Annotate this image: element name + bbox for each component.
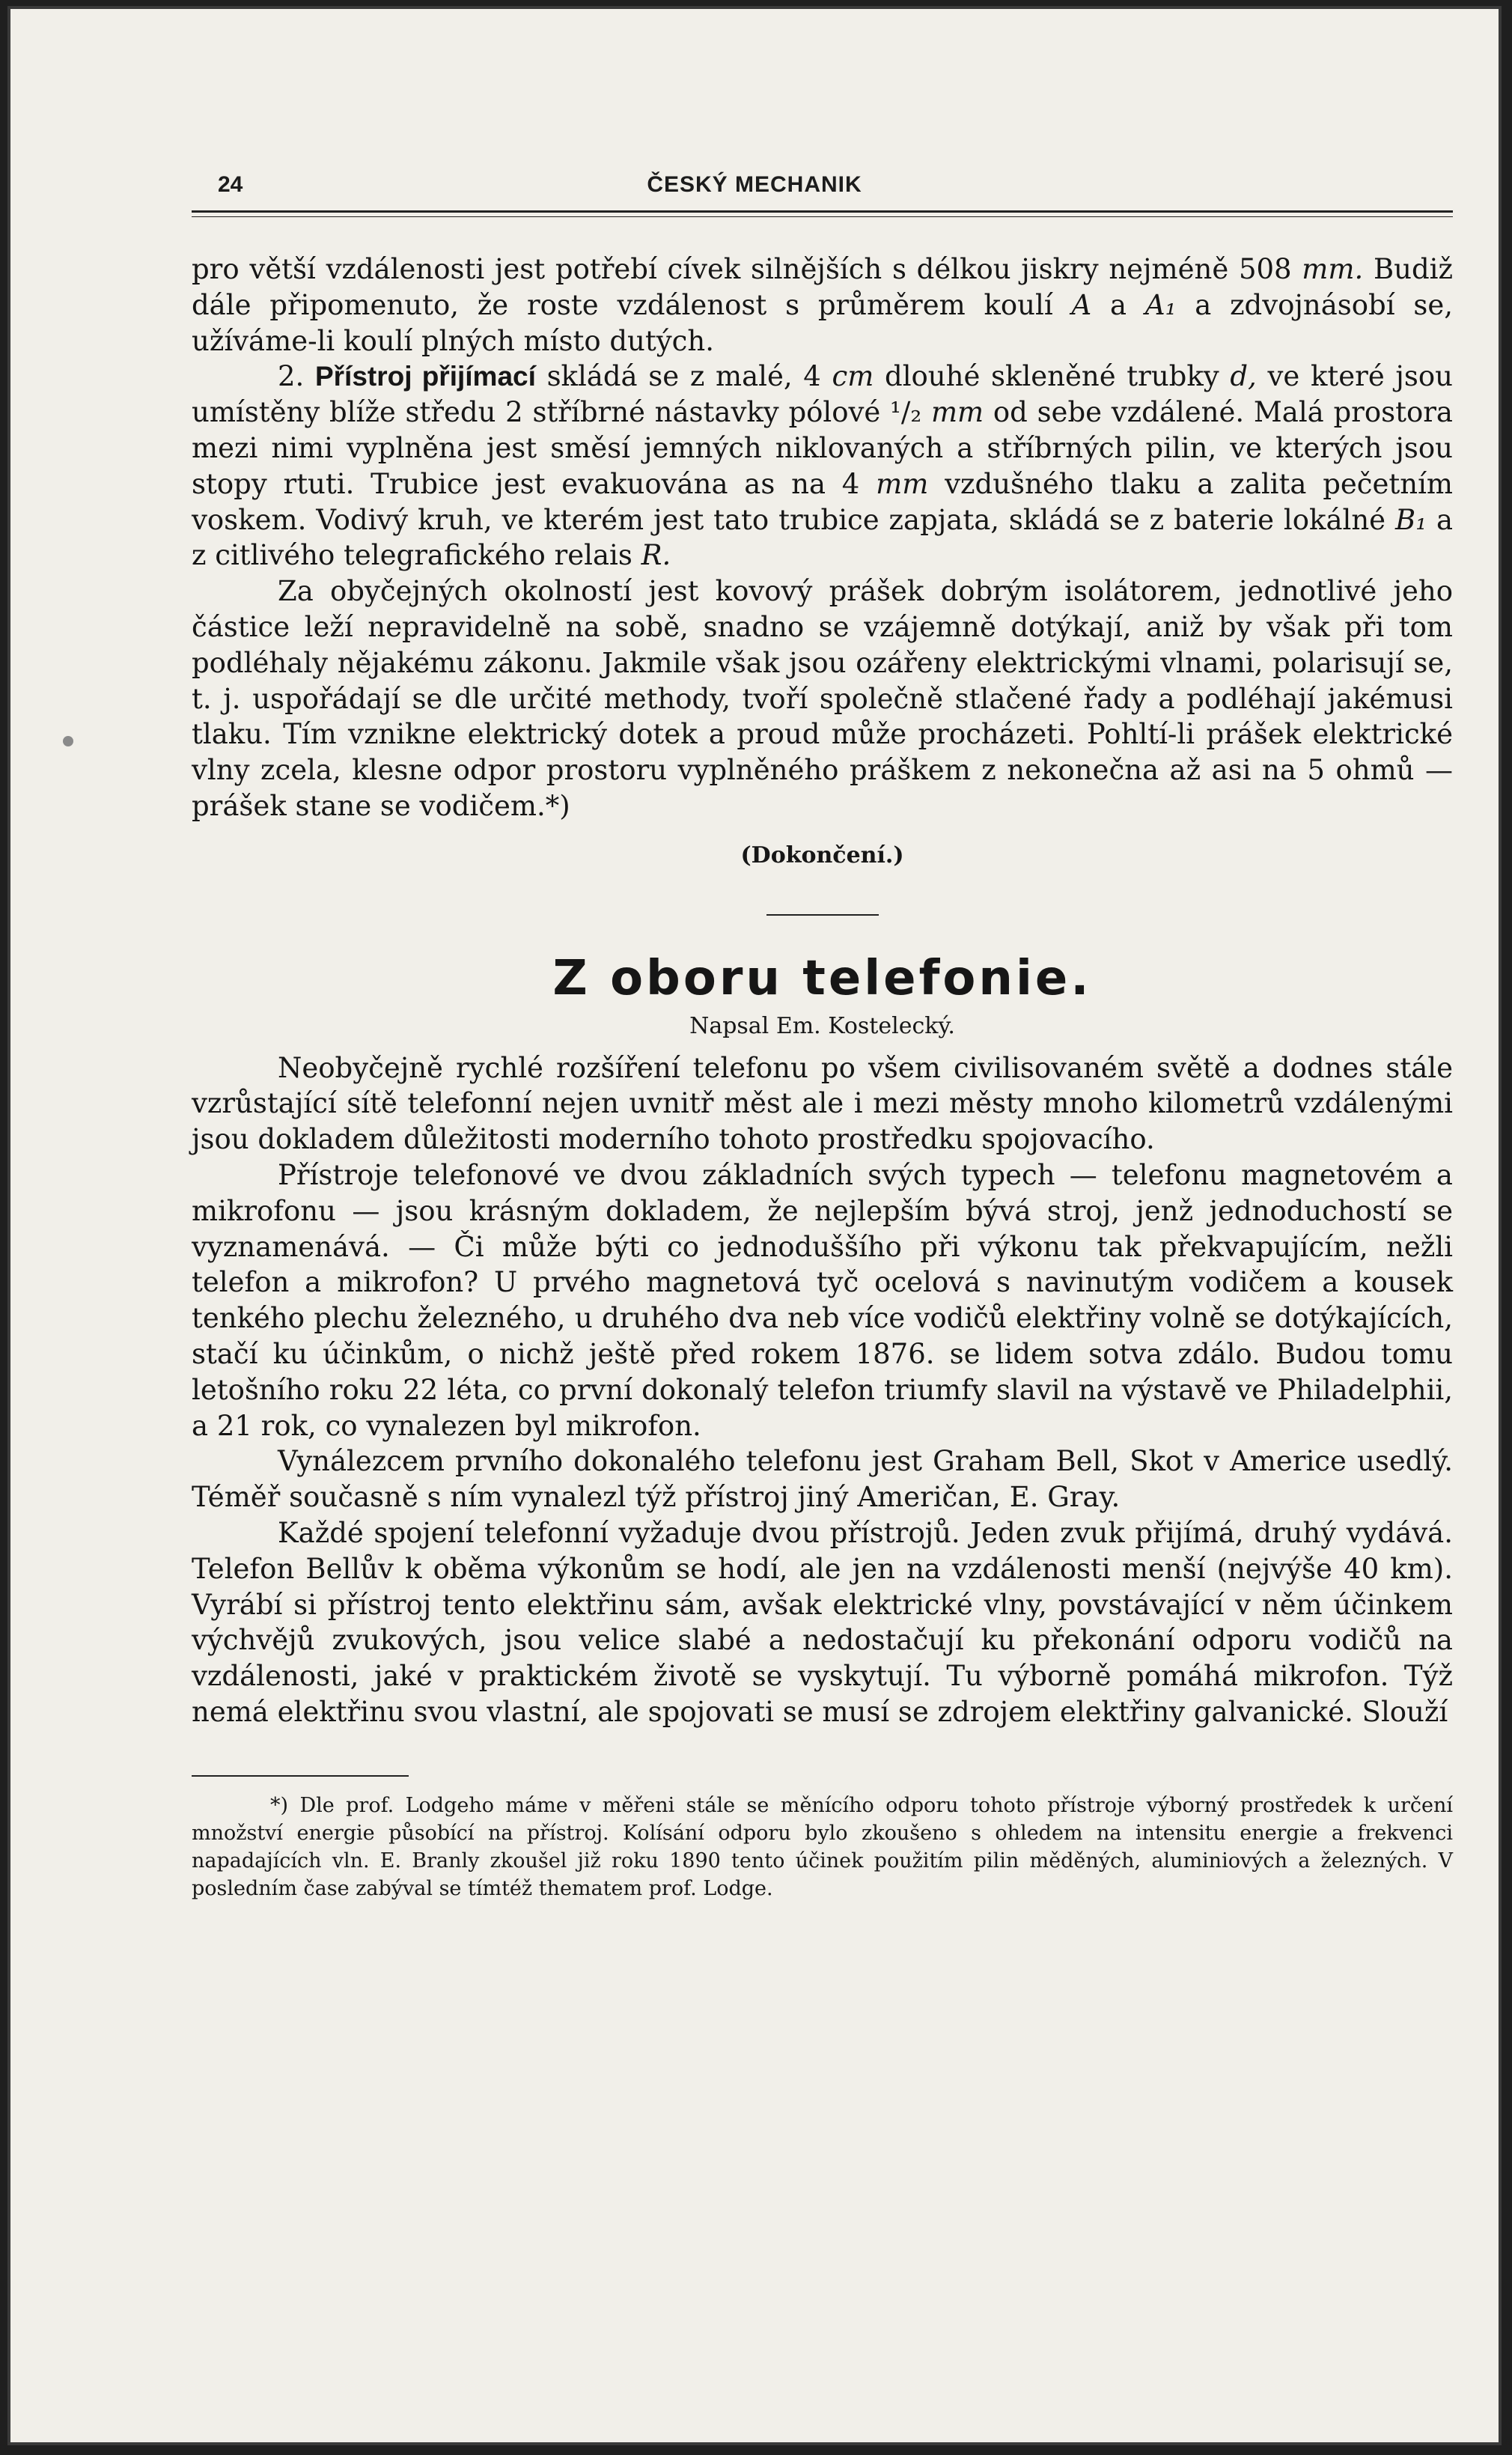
footnote	[192, 1792, 1453, 1902]
page-number: 24	[218, 172, 243, 197]
section-divider	[766, 914, 879, 916]
continued-paragraph-1: pro větší vzdálenosti jest potřebí cívek silnějších s délkou jiskry nejméně 508 mm. Budiž dále připomenuto, že roste vzdálenost s průměrem koulí A a A₁ a zdvojnásobí se, užíváme-li koulí plných místo dutých.	[192, 253, 1453, 357]
section-heading: Přístroj přijímací	[314, 361, 536, 392]
header-rule-thick	[192, 210, 1453, 213]
running-title: ČESKÝ MECHANIK	[647, 172, 862, 197]
header-rule-thin	[192, 216, 1453, 217]
continued-paragraph-2: 2. Přístroj přijímací skládá se z malé, 4 cm dlouhé skleněné trubky d, ve které jsou umístěny blíže středu 2 stříbrné nástavky pólové ¹/₂ mm od sebe vzdálené. Malá prostora mezi nimi vyplněna jest směsí jemných niklovaných a stříbrných pilin, ve kterých jsou stopy rtuti. Trubice jest evakuována as na 4 mm vzdušného tlaku a zalita pečetním voskem. Vodivý kruh, ve kterém jest tato trubice zapjata, skládá se z baterie lokálné B₁ a z citlivého telegrafického relais R.	[192, 360, 1454, 572]
margin-spot	[63, 736, 73, 746]
page-header	[7, 172, 1502, 202]
footnote-text: *) Dle prof. Lodgeho máme v měřeni stále se měnícího odporu tohoto přístroje výborný prostředek k určení množství energie působící na přístroj. Kolísání odporu bylo zkoušeno s ohledem na intensitu energie a frekvenci napadajících vln. E. Branly zkoušel již roku 1890 tento účinek použitím pilin měděných, aluminiových a železných. V posledním čase zabýval se tímtéž thematem prof. Lodge.	[192, 1793, 1453, 1900]
article-paragraph: Neobyčejně rychlé rozšíření telefonu po všem civilisovaném světě a dodnes stále vzrůstající sítě telefonní nejen uvnitř měst ale i mezi městy mnoho kilometrů vzdálenými jsou dokladem důležitosti moderního tohoto prostředku spojovacího.	[192, 1051, 1453, 1156]
article-title: Z oboru telefonie.	[552, 950, 1092, 1006]
article-paragraph: Každé spojení telefonní vyžaduje dvou přístrojů. Jeden zvuk přijímá, druhý vydává. Telefon Bellův k oběma výkonům se hodí, ale jen na vzdálenosti menší (nejvýše 40 km). Vyrábí si přístroj tento elektřinu sám, avšak elektrické vlny, povstávající v něm účinkem výchvějů zvukových, jsou velice slabé a nedostačují ku překonání odporu vodičů na vzdálenosti, jaké v praktickém životě se vyskytují. Tu výborně pomáhá mikrofon. Týž nemá elektřinu svou vlastní, ale spojovati se musí se zdrojem elektřiny galvanické. Slouží	[192, 1516, 1453, 1728]
footnote-rule	[192, 1775, 409, 1777]
page	[7, 6, 1502, 2445]
page-body	[192, 252, 1453, 1902]
continued-paragraph-3: Za obyčejných okolností jest kovový prášek dobrým isolátorem, jednotlivé jeho částice leží nepravidelně na sobě, snadno se vzájemně dotýkají, aniž by však při tom podléhaly nějakému zákonu. Jakmile však jsou ozářeny elektrickými vlnami, polarisují se, t. j. uspořádají se dle určité methody, tvoří společně stlačené řady a podléhají jakémusi tlaku. Tím vznikne elektrický dotek a proud může procházeti. Pohltí-li prášek elektrické vlny zcela, klesne odpor prostoru vyplněného práškem z nekonečna až asi na 5 ohmů — prášek stane se vodičem.*)	[192, 575, 1453, 822]
article-paragraph: Přístroje telefonové ve dvou základních svých typech — telefonu magnetovém a mikrofonu — jsou krásným dokladem, že nejlepším bývá stroj, jenž jednoduchostí se vyznamenává. — Či může býti co jednoduššího při výkonu tak překvapujícím, nežli telefon a mikrofon? U prvého magnetová tyč ocelová s navinutým vodičem a kousek tenkého plechu železného, u druhého dva neb více vodičů elektřiny volně se dotýkajících, stačí ku účinkům, o nichž ještě před rokem 1876. se lidem sotva zdálo. Budou tomu letošního roku 22 léta, co první dokonalý telefon triumfy slavil na výstavě ve Philadelphii, a 21 rok, co vynalezen byl mikrofon.	[192, 1158, 1453, 1442]
article-byline: Napsal Em. Kostelecký.	[689, 1012, 955, 1039]
continuation-end-note: (Dokončení.)	[740, 842, 904, 868]
article-paragraph: Vynálezcem prvního dokonalého telefonu jest Graham Bell, Skot v Americe usedlý. Téměř současně s ním vynalezl týž přístroj jiný Američan, E. Gray.	[192, 1445, 1453, 1514]
